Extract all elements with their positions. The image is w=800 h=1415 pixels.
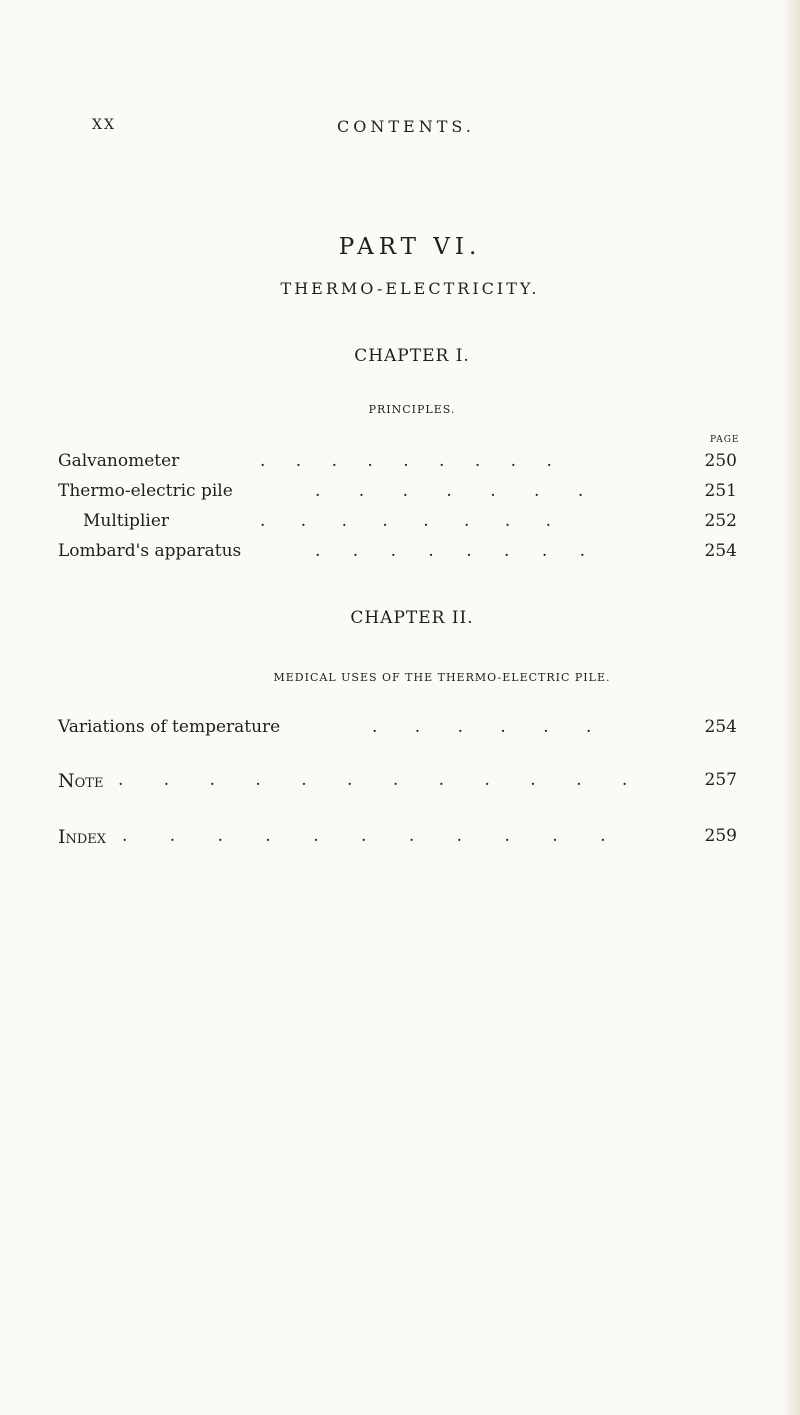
toc-leader-dots: . . . . . . . [315,481,584,501]
chapter-2-title: CHAPTER II. [350,608,474,628]
toc-leader-dots: . . . . . . . . [315,541,586,561]
toc-leader-dots: . . . . . . . . . . . . [118,770,628,790]
page-edge-shadow [782,0,800,1415]
toc-leader-dots: . . . . . . . . . [260,451,552,471]
toc-leader-dots: . . . . . . . . [260,511,552,531]
running-head-title: CONTENTS. [337,117,475,136]
toc-entry-label: Multiplier [83,511,170,531]
toc-entry[interactable] [0,451,800,479]
running-head [0,117,800,141]
toc-entry-page: 254 [704,717,737,737]
chapter-2-subtitle: MEDICAL USES OF THE THERMO-ELECTRIC PILE. [273,671,611,684]
toc-entry[interactable] [0,826,800,854]
toc-entry-label: Thermo-electric pile [58,481,233,501]
page-folio: XX [92,117,116,133]
chapter-1-subtitle: PRINCIPLES. [368,403,456,416]
part-title: PART VI. [338,234,482,260]
toc-entry[interactable] [0,481,800,509]
toc-entry-page: 254 [704,541,737,561]
toc-entry-label: Index [58,826,107,848]
toc-entry-page: 252 [704,511,737,531]
chapter-1-title: CHAPTER I. [354,346,470,366]
toc-entry-page: 251 [704,481,737,501]
page-column-label: PAGE [710,435,740,445]
toc-entry[interactable] [0,511,800,539]
part-subtitle: THERMO-ELECTRICITY. [280,279,540,298]
toc-leader-dots: . . . . . . [372,717,592,737]
toc-entry-label: Galvanometer [58,451,180,471]
toc-leader-dots: . . . . . . . . . . . [122,826,606,846]
toc-entry-page: 257 [704,770,737,790]
toc-entry-page: 250 [704,451,737,471]
toc-entry-page: 259 [704,826,737,846]
toc-entry[interactable] [0,717,800,745]
toc-entry[interactable] [0,541,800,569]
toc-entry[interactable] [0,770,800,798]
toc-entry-label: Lombard's apparatus [58,541,242,561]
toc-entry-label: Note [58,770,104,792]
toc-entry-label: Variations of temperature [58,717,281,737]
